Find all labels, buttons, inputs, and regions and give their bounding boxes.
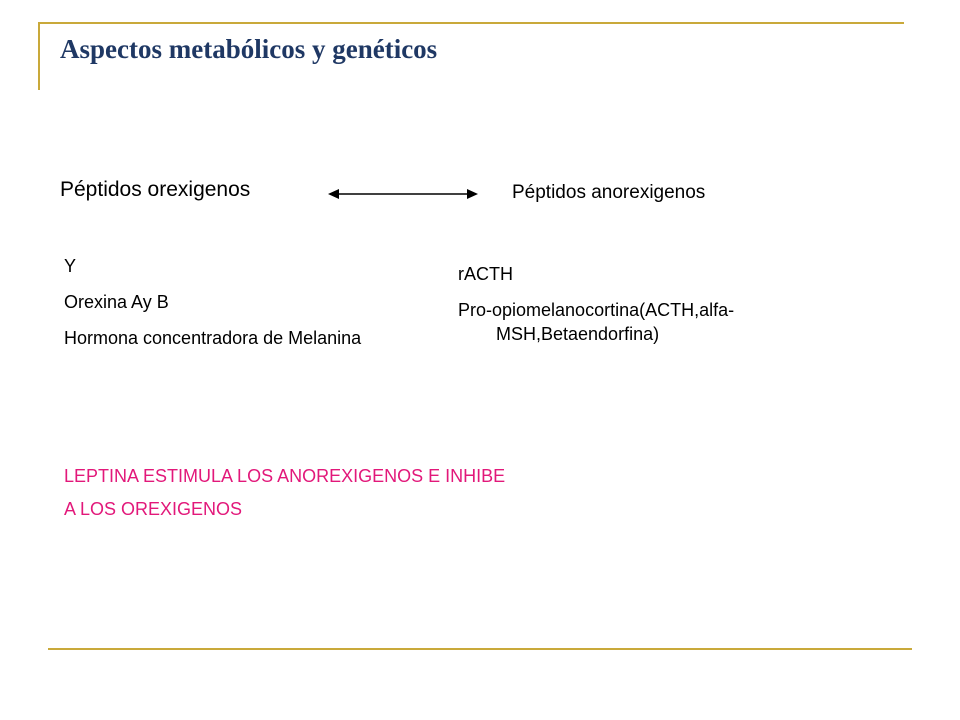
leptin-note [64, 460, 684, 526]
orexigenic-list [64, 254, 374, 362]
leptin-note-line-1: LEPTINA ESTIMULA LOS ANOREXIGENOS E INHIBE [64, 466, 506, 486]
slide-title: Aspectos metabólicos y genéticos [60, 34, 438, 64]
orexigenic-label: Péptidos orexigenos [60, 178, 251, 201]
anorexigenic-item-pomc: Pro-opiomelanocortina(ACTH,alfa-MSH,Betaendorfina) [458, 300, 735, 344]
anorexigenic-list [458, 262, 848, 358]
leptin-note-line-2: A LOS OREXIGENOS [64, 499, 243, 519]
bottom-rule [48, 648, 912, 650]
top-rule [40, 22, 904, 24]
orexigenic-item-mch: Hormona concentradora de Melanina [64, 328, 362, 348]
anorexigenic-item-racth: rACTH [458, 264, 513, 284]
orexigenic-item-orexina: Orexina Ay B [64, 292, 169, 312]
double-headed-arrow-icon [328, 186, 478, 202]
anorexigenic-label: Péptidos anorexigenos [512, 182, 706, 203]
left-rule [38, 22, 40, 90]
orexigenic-item-y: Y [64, 256, 77, 276]
